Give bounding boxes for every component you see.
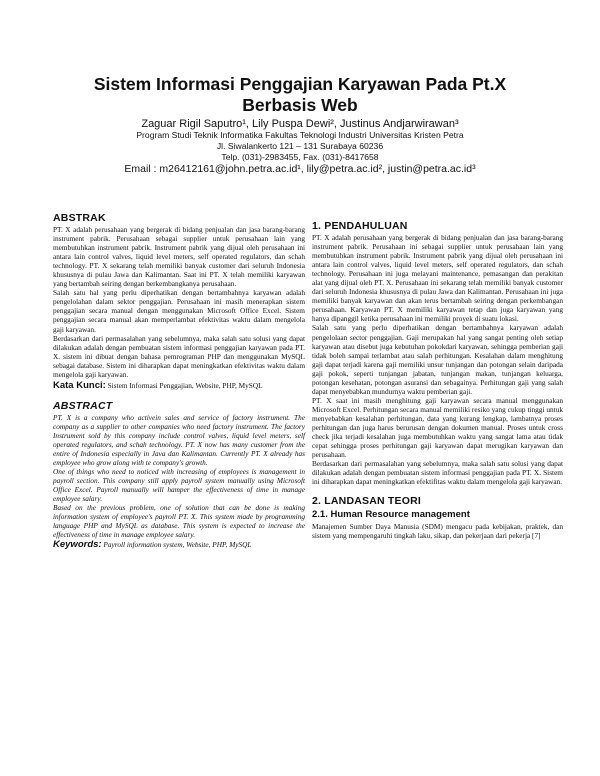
address: Jl. Siwalankerto 121 – 131 Surabaya 60236 — [216, 140, 384, 151]
landasan-section — [312, 495, 563, 540]
pendahuluan-paragraph-2: Salah satu yang perlu diperhatikan dengan bertambahnya karyawan adalah pengelolaan sector penggajian. Gaji merupakan hal yang sangat penting oleh setiap karyawan atau disebut juga kebutuhan pokokdari karyawan, sehingga pemberian gaji tidak boleh sampai terlambat atau salah perhitungan. Kesalahan dalam menghitung gaji dapat terjadi karena gaji memiliki unsur tunjangan dan potongan selain daripada gaji pokok, seperti tunjangan jabatan, tunjangan makan, tunjangan keluarga, potongan kesehatan, potongan asuransi dan sebagainya. Perhitungan gaji yang salah dapat menyebabkan mundurnya waktu pemberian gaji. — [312, 323, 563, 396]
kata-kunci — [53, 381, 305, 390]
abstract-paragraph-2: One of things who need to noticed with increasing of employees is management in payroll section. This company still apply payroll system manually using Microsoft Office Excel. Payroll manually will hamper the effectiveness of time in manage employee salary. — [53, 467, 305, 504]
authors: Zaguar Rigil Saputro¹, Lily Puspa Dewi², Justinus Andjarwirawan³ — [141, 118, 459, 130]
pendahuluan-paragraph-1: PT. X adalah perusahaan yang bergerak di bidang penjualan dan jasa barang-barang instrument pabrik. Perusahaan ini sebagai supplier untuk perusahaan lain yang membutuhkan instrument pabrik. Instrument pabrik yang dijual oleh perusahaan ini antara lain control valves, liquid level meters, self operated regulators, dan schah technology. Perusahaan ini juga melayani maintenance, pemasangan dan perakitan alat yang dijual oleh PT. X. Perusahaan ini sekarang telah memiliki banyak customer dari seluruh Indonesia khususnya di pulau Jawa dan Kalimantan. Perusahaan ini juga memiliki banyak karyawan dan akan terus bertambah seiring dengan perkembangan perusahaan. Karyawan PT. X memiliki karyawan tetap dan juga karyawan yang hanya dipanggil ketika perusahaan ini memiliki proyek di suatu lokasi. — [312, 233, 563, 324]
abstrak-paragraph-2: Salah satu hal yang perlu diperhatikan dengan bertambahnya karyawan adalah pengelolahan dalam sektor penggajian. Perusahaan ini masih menerapkan sistem penggajian secara manual dengan menggunakan Microsoft Office Excel. Sistem penggajian secara manual akan memperlambat efektivitas waktu dalam mengelola gaji karyawan. — [53, 288, 305, 334]
abstrak-paragraph-3: Berdasarkan dari permasalahan yang sebelumnya, maka salah satu solusi yang dapat dilakukan adalah dengan pembuatan sistem informasi penggajian karyawan pada PT. X. sistem ini dibuat dengan bahasa pemrograman PHP dan menggunakan MySQL sebagai database. Sistem ini diharapkan dapat meningkatkan efektivitas waktu dalam mengelola gaji karyawan. — [53, 333, 305, 379]
keywords — [53, 540, 305, 549]
abstract-english — [53, 400, 305, 549]
kata-kunci-text: Sistem Informasi Penggajian, Website, PHP, MySQL — [107, 380, 263, 390]
email-line: Email : m26412161@john.petra.ac.id¹, lily@petra.ac.id², justin@petra.ac.id³ — [124, 163, 476, 175]
affiliation-block — [40, 130, 560, 162]
paper-title — [40, 74, 560, 116]
affiliation: Program Studi Teknik Informatika Fakultas Teknologi Industri Universitas Kristen Petra — [136, 130, 464, 140]
abstrak-heading: ABSTRAK — [53, 212, 106, 224]
keywords-label: Keywords: — [53, 538, 102, 550]
pendahuluan-paragraph-4: Berdasarkan dari permasalahan yang sebelumnya, maka salah satu solusi yang dapat dilakukan adalah dengan pembuatan sistem informasi penggajian pada PT. X. Sistem ini diharapkan dapat meningkatkan efektifitas waktu dalam mengelola gaji karyawan. — [312, 459, 563, 487]
landasan-subheading: 2.1. Human Resource management — [312, 509, 470, 521]
abstrak-paragraph-1: PT. X adalah perusahaan yang bergerak di bidang penjualan dan jasa barang-barang instrument pabrik. Perusahaan sebagai supplier untuk perusahaan lain yang membutuhkan instrument pabrik. Instrument pabrik yang dijual oleh perusahaan ini antara lain control valves, liquid level meters, self operated regulators, dan schah technology. PT. X sekarang telah memiliki banyak customer dari seluruh Indonesia khususnya di pulau Jawa dan Kalimantan. Saat ini PT. X telah memiliki karyawan yang bertambah seiring dengan berkembangkanya perusahaan. — [53, 225, 305, 289]
right-column — [312, 220, 563, 540]
abstract-heading: ABSTRACT — [53, 399, 113, 412]
abstract-paragraph-3: Based on the previous problem, one of solution that can be done is making information system of employee's payroll PT. X. This system made by programming language PHP and MySQL as database. This system is expected to increase the effectiveness of time in manage employee salary. — [53, 503, 305, 540]
pendahuluan-paragraph-3: PT. X saat ini masih menghitung gaji karyawan secara manual menggunakan Microsoft Excel. Perhitungan secara manual memiliki resiko yang cukup tinggi untuk menyebabkan kesalahan perhitungan, data yang kurang lengkap, lambatnya proses perhitungan dan juga harus berurusan dengan dokumen manual. Proses untuk cross check jika terjadi kesalahan juga membutuhkan waktu yang sangat lama atau tidak cepat sehingga proses perhitungan gaji karyawan dapat merugikan karyawan dan perusahaan. — [312, 395, 563, 460]
pendahuluan-heading: 1. PENDAHULUAN — [312, 220, 408, 232]
landasan-paragraph-1: Manajemen Sumber Daya Manusia (SDM) mengacu pada kebijakan, praktek, dan sistem yang mempengaruhi tingkah laku, sikap, dan pekerjaan dari pekerja [7] — [312, 522, 563, 541]
kata-kunci-label: Kata Kunci: — [53, 379, 106, 391]
phone: Telp. (031)-2983455, Fax. (031)-8417658 — [221, 151, 379, 162]
left-column — [53, 212, 305, 549]
keywords-text: Payroll information system, Website, PHP, MySQL — [103, 539, 252, 549]
abstract-paragraph-1: PT. X is a company who activein sales and service of factory instrument. The company as a supplier to other companies who need factory instrument. The factory Instrument sold by this company include control valves, liquid level meters, self operated regulators, and schah technology. PT. X now has many customer from the entire of Indonesia especially in Java dan Kalimantan. Currently PT. X already has employee who grow along with te company's growth. — [53, 412, 305, 468]
landasan-heading: 2. LANDASAN TEORI — [312, 495, 421, 508]
title-line-1: Sistem Informasi Penggajian Karyawan Pada Pt.X — [93, 74, 507, 94]
title-line-2: Berbasis Web — [242, 95, 358, 115]
